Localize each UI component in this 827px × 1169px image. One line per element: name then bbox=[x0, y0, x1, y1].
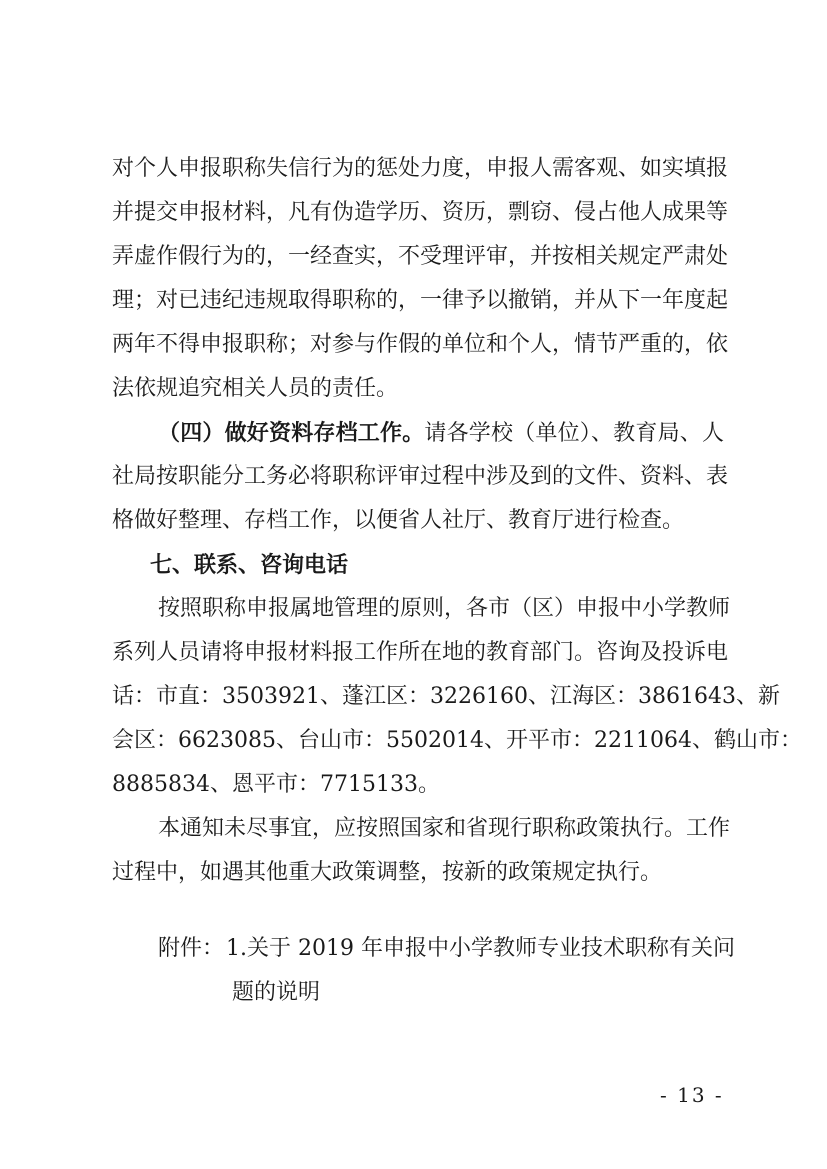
text-line: 理；对已违纪违规取得职称的，一律予以撤销，并从下一年度起 bbox=[112, 288, 729, 313]
text-line bbox=[158, 416, 724, 450]
text-line: 按照职称申报属地管理的原则，各市（区）申报中小学教师 bbox=[158, 596, 731, 621]
text-line: 系列人员请将申报材料报工作所在地的教育部门。咨询及投诉电 bbox=[112, 640, 729, 665]
section-heading: 七、联系、咨询电话 bbox=[150, 552, 349, 578]
text-line: 法依规追究相关人员的责任。 bbox=[112, 376, 399, 401]
text-line: 过程中，如遇其他重大政策调整，按新的政策规定执行。 bbox=[112, 860, 663, 885]
attachment-label: 附件： bbox=[158, 936, 225, 961]
attachment-item-continued: 题的说明 bbox=[232, 980, 321, 1005]
text-span: 请各学校（单位）、教育局、人 bbox=[424, 421, 724, 446]
text-line: 社局按职能分工务必将职称评审过程中涉及到的文件、资料、表 bbox=[112, 464, 729, 489]
text-line: 对个人申报职称失信行为的惩处力度，申报人需客观、如实填报 bbox=[112, 156, 729, 181]
text-line: 会区：6623085、台山市：5502014、开平市：2211064、鹤山市： bbox=[112, 728, 802, 753]
text-line: 格做好整理、存档工作，以便省人社厅、教育厅进行检查。 bbox=[112, 508, 685, 533]
text-line: 8885834、恩平市：7715133。 bbox=[112, 772, 440, 797]
text-line: 弄虚作假行为的，一经查实，不受理评审，并按相关规定严肃处 bbox=[112, 244, 729, 269]
text-line: 本通知未尽事宜，应按照国家和省现行职称政策执行。工作 bbox=[158, 816, 731, 841]
attachment-item: 1.关于 2019 年申报中小学教师专业技术职称有关问 bbox=[226, 936, 735, 961]
text-line: 两年不得申报职称；对参与作假的单位和个人，情节严重的，依 bbox=[112, 332, 729, 357]
text-line: 并提交申报材料，凡有伪造学历、资历，剽窃、侵占他人成果等 bbox=[112, 200, 729, 225]
text-line: 话：市直：3503921、蓬江区：3226160、江海区：3861643、新 bbox=[112, 684, 780, 709]
page-number: - 13 - bbox=[660, 1083, 724, 1107]
subsection-title: （四）做好资料存档工作。 bbox=[158, 420, 425, 446]
